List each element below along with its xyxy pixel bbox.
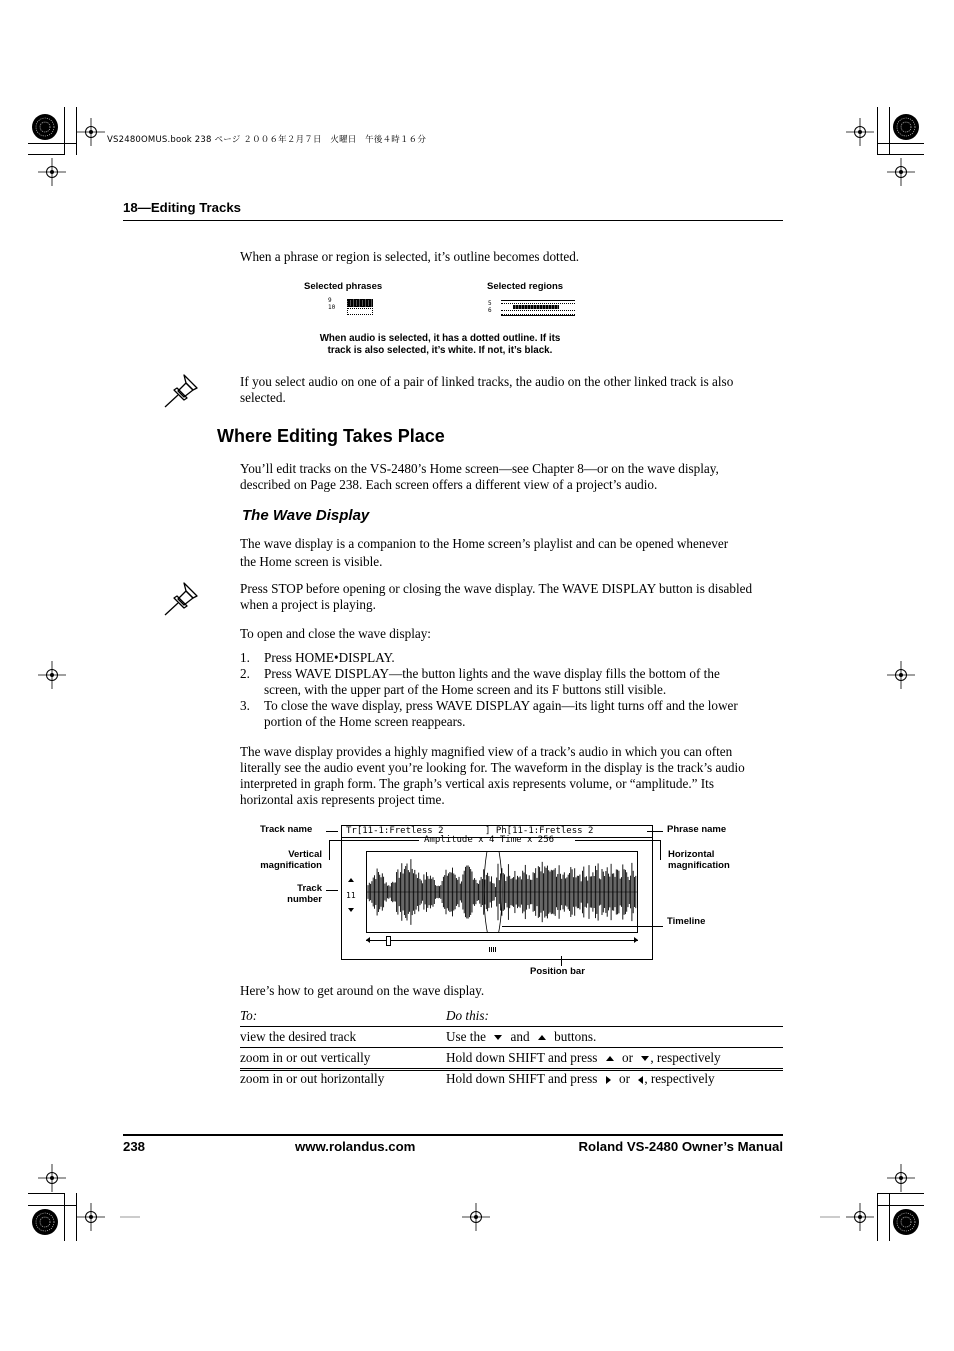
table-row: zoom in or out vertically Hold down SHIFT and press or , respectively [240, 1048, 783, 1069]
do-column-header: Do this: [446, 1008, 489, 1023]
horizontal-magnification-label: Horizontal magnification [668, 849, 730, 871]
selected-phrase-white [347, 308, 373, 315]
steps-list [240, 650, 755, 730]
to-column-header: To: [240, 1008, 258, 1023]
timeline-marker [489, 947, 497, 952]
position-right-arrow-icon [634, 937, 638, 943]
position-left-arrow-icon [366, 937, 370, 943]
wave-screen [341, 825, 653, 960]
pushpin-icon [162, 580, 200, 618]
phrase-name-label: Phrase name [667, 824, 727, 835]
track-name-label: Track name [260, 824, 313, 835]
footer-url: www.rolandus.com [295, 1139, 416, 1154]
scroll-down-arrow-icon [348, 908, 354, 912]
position-marker [386, 936, 391, 946]
screen-title-right: ] Ph[11-1:Fretless 2 [485, 826, 594, 836]
table-intro: Here’s how to get around on the wave display. [240, 983, 485, 998]
footer-rule [123, 1134, 783, 1136]
down-arrow-icon [494, 1035, 502, 1040]
selected-phrases-label: Selected phrases [304, 281, 383, 292]
footer-manual-title: Roland VS-2480 Owner’s Manual [578, 1139, 783, 1154]
track-number-label: Track number [287, 883, 322, 905]
wave-description: The wave display provides a highly magnified view of a track’s audio in which you can often literally see the audio event you’re looking for. The waveform in the display is the track’s audio interpreted in graph form. The graph’s vertical axis represents volume, or “amplitude.” Its horizontal axis represents project time. [240, 744, 745, 807]
wave-display-figure [240, 820, 760, 982]
selection-figure [290, 280, 590, 360]
screen-title-left: Tr[11-1:Fretless 2 [346, 826, 444, 836]
up-arrow-icon [606, 1056, 614, 1061]
table-row: view the desired track Use the and buttons. [240, 1027, 783, 1048]
pushpin-icon [162, 372, 200, 410]
list-item: 2. Press WAVE DISPLAY—the button lights and the wave display fills the bottom of the screen, with the upper part of the Home screen and its F buttons still visible. [240, 666, 720, 697]
scroll-up-arrow-icon [348, 878, 354, 882]
screen-subtitle: Amplitude x 4 Time x 256 [424, 835, 555, 845]
linked-tracks-note: If you select audio on one of a pair of linked tracks, the audio on the other linked track is also selected. [240, 374, 734, 405]
subsection-heading: The Wave Display [242, 507, 370, 524]
selected-phrase-black [347, 299, 373, 307]
intro-paragraph: When a phrase or region is selected, it’s outline becomes dotted. [240, 249, 580, 264]
position-bar [366, 940, 638, 941]
table-bottom-rule [240, 1070, 783, 1071]
page-number: 238 [123, 1139, 146, 1154]
steps-intro: To open and close the wave display: [240, 626, 431, 641]
down-arrow-icon [641, 1056, 649, 1061]
selection-caption: When audio is selected, it has a dotted outline. If its track is also selected, it’s white. If not, it’s black. [319, 333, 561, 356]
table-row: zoom in or out horizontally Hold down SHIFT and press or , respectively [240, 1071, 715, 1086]
phrase-track-numbers: 9 10 [328, 297, 336, 311]
up-arrow-icon [538, 1035, 546, 1040]
stop-note: Press STOP before opening or closing the wave display. The WAVE DISPLAY button is disabled when a project is playing. [240, 581, 753, 612]
table-header-row [240, 1006, 783, 1027]
section-paragraph: You’ll edit tracks on the VS-2480’s Home screen—see Chapter 8—or on the wave display, described on Page 238. Each screen offers a different view of a project’s audio. [240, 461, 719, 492]
section-heading: Where Editing Takes Place [217, 426, 445, 446]
list-item: 1. Press HOME•DISPLAY. [240, 650, 395, 665]
vertical-magnification-label: Vertical magnification [260, 849, 322, 871]
waveform-graph [366, 851, 638, 933]
left-arrow-icon [638, 1076, 643, 1084]
list-item: 3. To close the wave display, press WAVE DISPLAY again—its light turns off and the lower portion of the Home screen reappears. [240, 698, 738, 729]
selected-regions-label: Selected regions [487, 281, 564, 292]
position-bar-label: Position bar [530, 966, 585, 977]
screen-track-number: 11 [346, 891, 356, 900]
book-info-line: VS2480OMUS.book 238 ページ ２００６年２月７日 火曜日 午後４時１６分 [107, 135, 427, 145]
timeline-label: Timeline [667, 916, 706, 927]
header-rule [123, 220, 783, 221]
selected-region [501, 300, 575, 316]
subsection-paragraph: The wave display is a companion to the Home screen’s playlist and can be opened whenever the Home screen is visible. [240, 536, 729, 569]
navigation-table [240, 1006, 783, 1089]
right-arrow-icon [606, 1076, 611, 1084]
chapter-header: 18—Editing Tracks [123, 200, 241, 215]
region-track-numbers: 5 6 [488, 300, 492, 314]
